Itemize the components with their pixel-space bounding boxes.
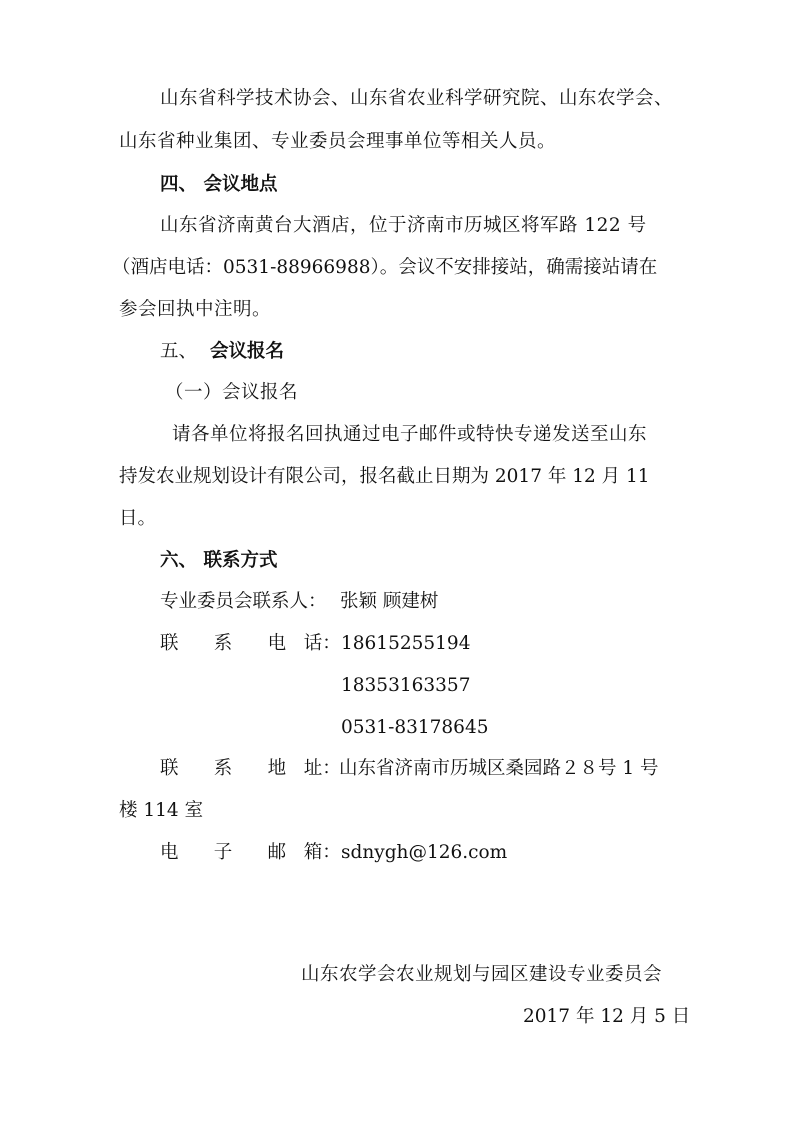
email-value: sdnygh@126.com <box>341 842 508 863</box>
email-label: 电 子 邮 箱： <box>160 842 341 863</box>
section-5-subheading: （一）会议报名 <box>165 382 299 403</box>
participants-line-2: 山东省种业集团、专业委员会理事单位等相关人员。 <box>119 131 557 152</box>
phone-number-2: 18353163357 <box>341 675 471 696</box>
registration-line-2: 持发农业规划设计有限公司，报名截止日期为 2017 年 12 月 11 <box>119 466 650 487</box>
phone-number-1: 18615255194 <box>341 633 471 654</box>
phone-label: 联 系 电 话： <box>160 633 341 654</box>
section-5-heading-text: 会议报名 <box>210 341 285 362</box>
section-4-heading: 四、 会议地点 <box>160 174 278 195</box>
venue-line-1: 山东省济南黄台大酒店，位于济南市历城区将军路 122 号 <box>160 215 647 236</box>
section-6-heading: 六、 联系方式 <box>160 550 278 571</box>
contact-person-value: 张颖 顾建树 <box>340 591 439 612</box>
contact-person-label: 专业委员会联系人： <box>160 591 327 612</box>
registration-line-3: 日。 <box>119 508 157 529</box>
venue-line-2: （酒店电话：0531-88966988）。会议不安排接站，确需接站请在 <box>112 257 658 278</box>
address-line-2: 楼 114 室 <box>119 800 204 821</box>
signature-date: 2017 年 12 月 5 日 <box>523 1006 691 1027</box>
address-label: 联 系 地 址： <box>160 758 341 779</box>
participants-line-1: 山东省科学技术协会、山东省农业科学研究院、山东农学会、 <box>160 88 674 109</box>
signature-organization: 山东农学会农业规划与园区建设专业委员会 <box>301 964 663 985</box>
venue-line-3: 参会回执中注明。 <box>119 299 272 320</box>
registration-line-1: 请各单位将报名回执通过电子邮件或特快专递发送至山东 <box>172 424 648 445</box>
phone-number-3: 0531-83178645 <box>341 717 489 738</box>
address-line-1: 山东省济南市历城区桑园路２８号 1 号 <box>339 758 659 779</box>
section-5-heading-number: 五、 <box>160 341 198 362</box>
